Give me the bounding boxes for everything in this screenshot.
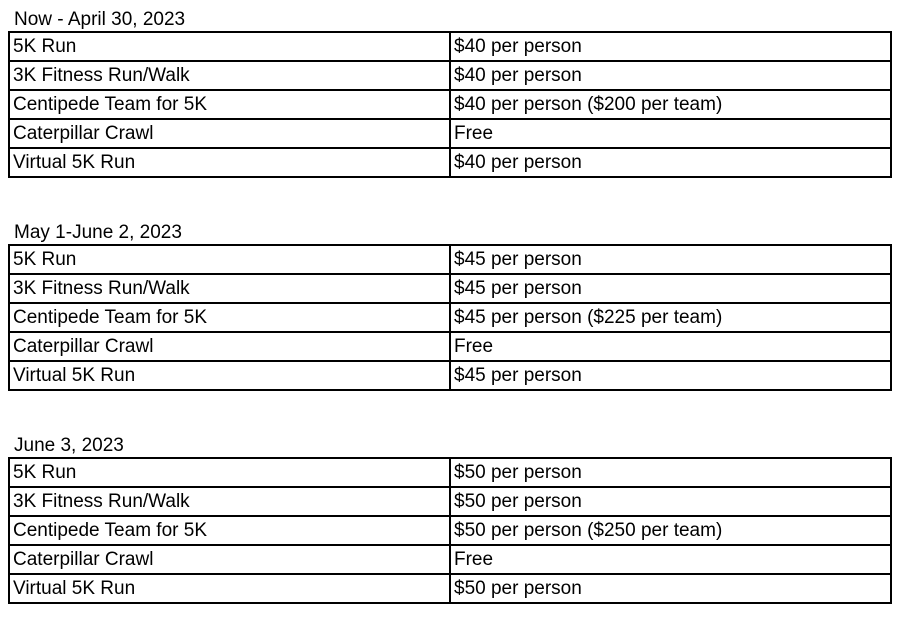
price-cell: $40 per person xyxy=(450,32,891,61)
table-row xyxy=(9,361,891,390)
table-row xyxy=(9,119,891,148)
event-name-cell: 5K Run xyxy=(9,458,450,487)
table-row xyxy=(9,303,891,332)
table-row xyxy=(9,148,891,177)
table-row xyxy=(9,458,891,487)
price-cell: $45 per person xyxy=(450,361,891,390)
event-name-cell: 5K Run xyxy=(9,32,450,61)
event-name-cell: Virtual 5K Run xyxy=(9,361,450,390)
pricing-section-june-3 xyxy=(8,435,890,604)
section-title: June 3, 2023 xyxy=(14,435,124,456)
event-name-cell: Caterpillar Crawl xyxy=(9,332,450,361)
pricing-section-now-april-30 xyxy=(8,9,890,178)
price-cell: $45 per person xyxy=(450,274,891,303)
table-row xyxy=(9,245,891,274)
section-title: May 1-June 2, 2023 xyxy=(14,222,182,243)
table-row xyxy=(9,332,891,361)
event-name-cell: Virtual 5K Run xyxy=(9,574,450,603)
pricing-table xyxy=(8,457,892,604)
event-name-cell: 3K Fitness Run/Walk xyxy=(9,274,450,303)
price-cell: $40 per person xyxy=(450,148,891,177)
price-cell: $45 per person xyxy=(450,245,891,274)
event-name-cell: Centipede Team for 5K xyxy=(9,90,450,119)
table-row xyxy=(9,274,891,303)
event-name-cell: Caterpillar Crawl xyxy=(9,119,450,148)
event-name-cell: Centipede Team for 5K xyxy=(9,516,450,545)
event-name-cell: Virtual 5K Run xyxy=(9,148,450,177)
event-name-cell: 5K Run xyxy=(9,245,450,274)
table-row xyxy=(9,574,891,603)
price-cell: $50 per person ($250 per team) xyxy=(450,516,891,545)
price-cell: $50 per person xyxy=(450,487,891,516)
table-row xyxy=(9,90,891,119)
pricing-table xyxy=(8,244,892,391)
table-row xyxy=(9,487,891,516)
section-title: Now - April 30, 2023 xyxy=(14,9,186,30)
table-row xyxy=(9,545,891,574)
pricing-section-may-june xyxy=(8,222,890,391)
price-cell: Free xyxy=(450,332,891,361)
price-cell: $40 per person xyxy=(450,61,891,90)
event-name-cell: 3K Fitness Run/Walk xyxy=(9,61,450,90)
event-name-cell: 3K Fitness Run/Walk xyxy=(9,487,450,516)
price-cell: $40 per person ($200 per team) xyxy=(450,90,891,119)
price-cell: $45 per person ($225 per team) xyxy=(450,303,891,332)
price-cell: $50 per person xyxy=(450,458,891,487)
table-row xyxy=(9,516,891,545)
event-name-cell: Centipede Team for 5K xyxy=(9,303,450,332)
event-name-cell: Caterpillar Crawl xyxy=(9,545,450,574)
price-cell: $50 per person xyxy=(450,574,891,603)
price-cell: Free xyxy=(450,119,891,148)
table-row xyxy=(9,61,891,90)
price-cell: Free xyxy=(450,545,891,574)
table-row xyxy=(9,32,891,61)
pricing-table xyxy=(8,31,892,178)
